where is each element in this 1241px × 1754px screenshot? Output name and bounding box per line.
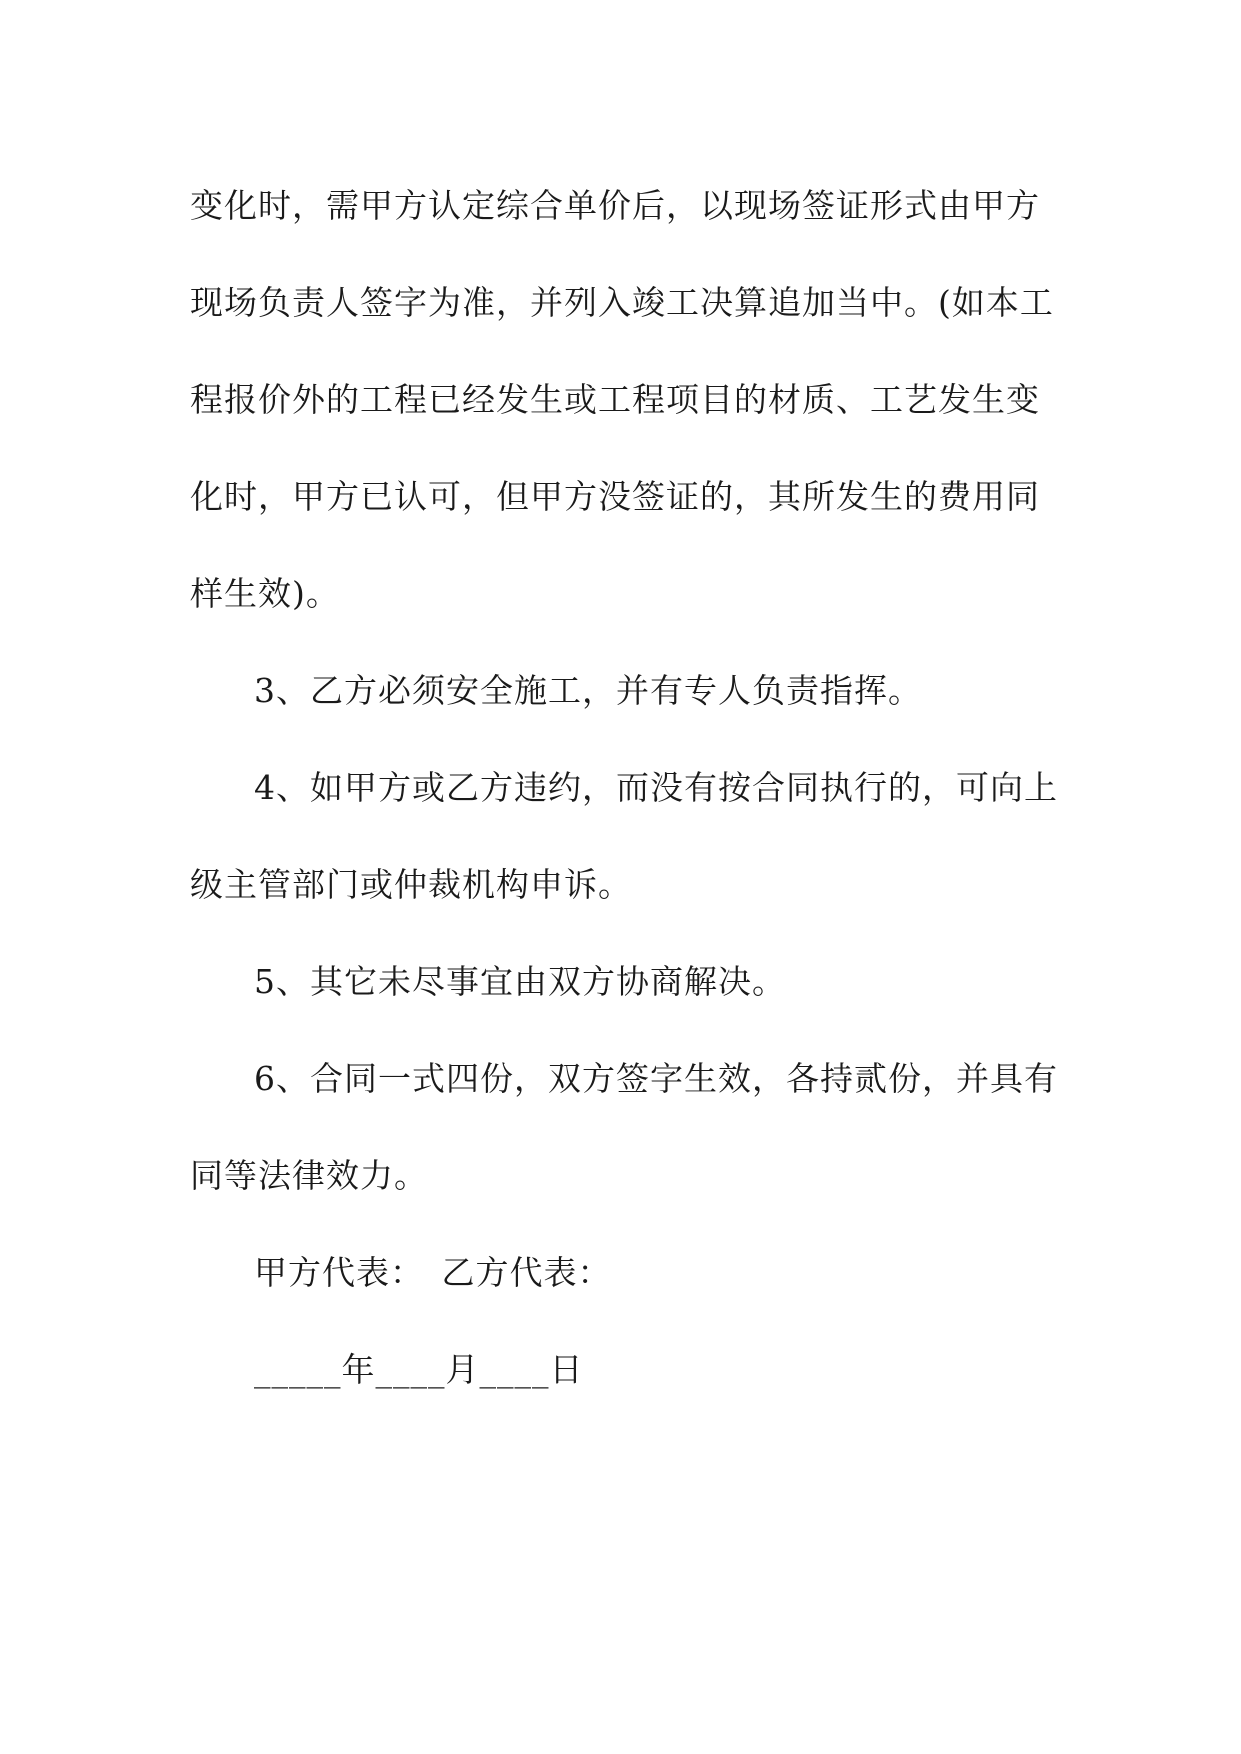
clause-4: 4、如甲方或乙方违约，而没有按合同执行的，可向上	[254, 768, 1058, 807]
text-line: 同等法律效力。	[190, 1156, 428, 1195]
text-line: 样生效)。	[190, 574, 340, 613]
text-line: 化时，甲方已认可，但甲方没签证的，其所发生的费用同	[190, 477, 1040, 516]
clause-3: 3、乙方必须安全施工，并有专人负责指挥。	[254, 671, 922, 710]
signature-representatives: 甲方代表： 乙方代表：	[254, 1253, 612, 1292]
text-line: 级主管部门或仲裁机构申诉。	[190, 865, 632, 904]
clause-6: 6、合同一式四份，双方签字生效，各持贰份，并具有	[254, 1059, 1058, 1098]
text-line: 现场负责人签字为准，并列入竣工决算追加当中。(如本工	[190, 283, 1054, 322]
text-line: 变化时，需甲方认定综合单价后，以现场签证形式由甲方	[190, 186, 1040, 225]
clause-5: 5、其它未尽事宜由双方协商解决。	[254, 962, 786, 1001]
date-line: _____年____月____日	[254, 1350, 584, 1389]
text-line: 程报价外的工程已经发生或工程项目的材质、工艺发生变	[190, 380, 1040, 419]
